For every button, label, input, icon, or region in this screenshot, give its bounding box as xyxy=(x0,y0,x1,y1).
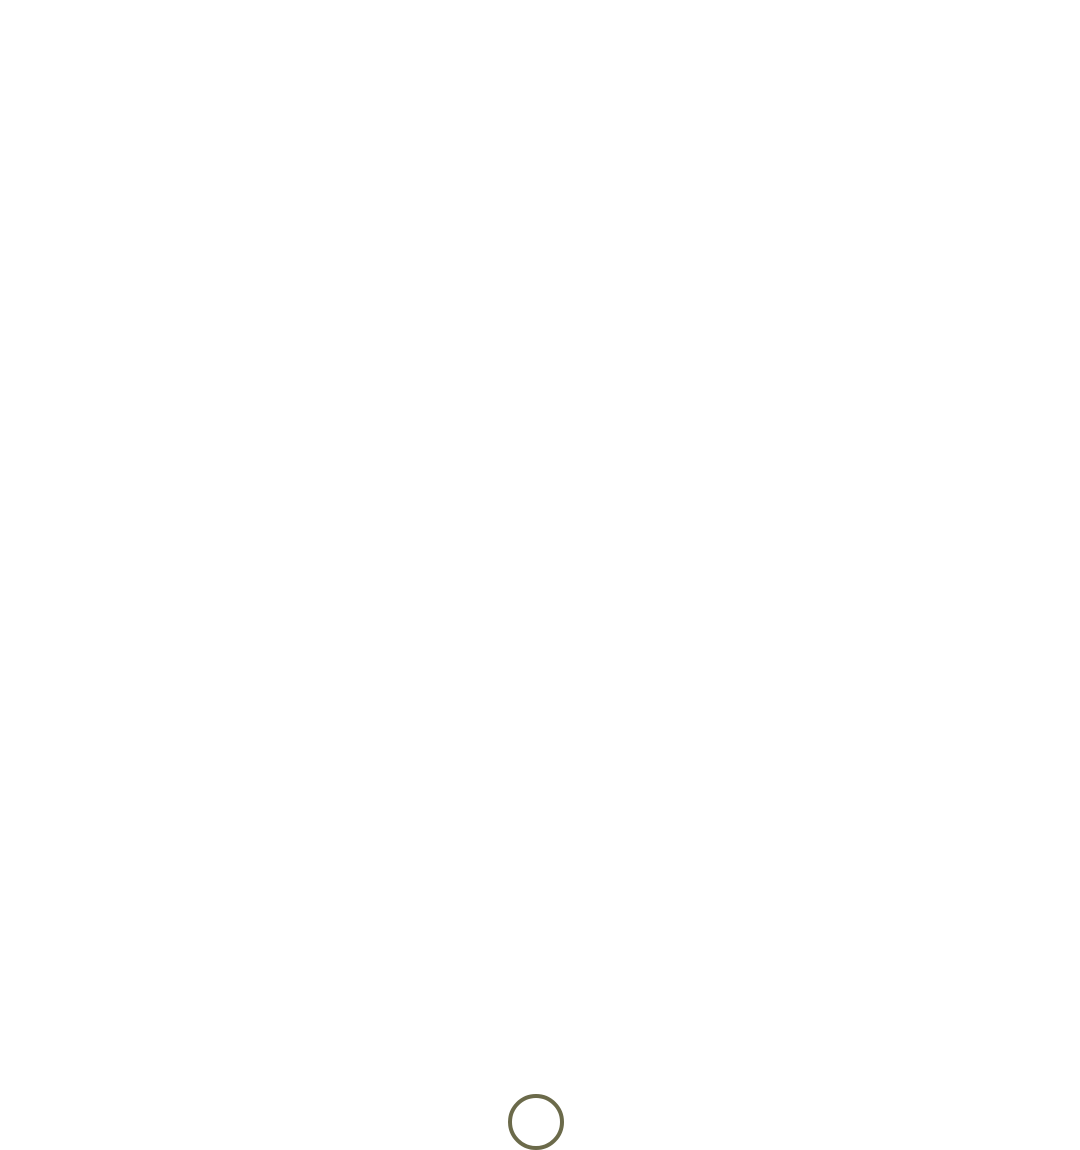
decorative-circle-icon xyxy=(508,1094,564,1150)
